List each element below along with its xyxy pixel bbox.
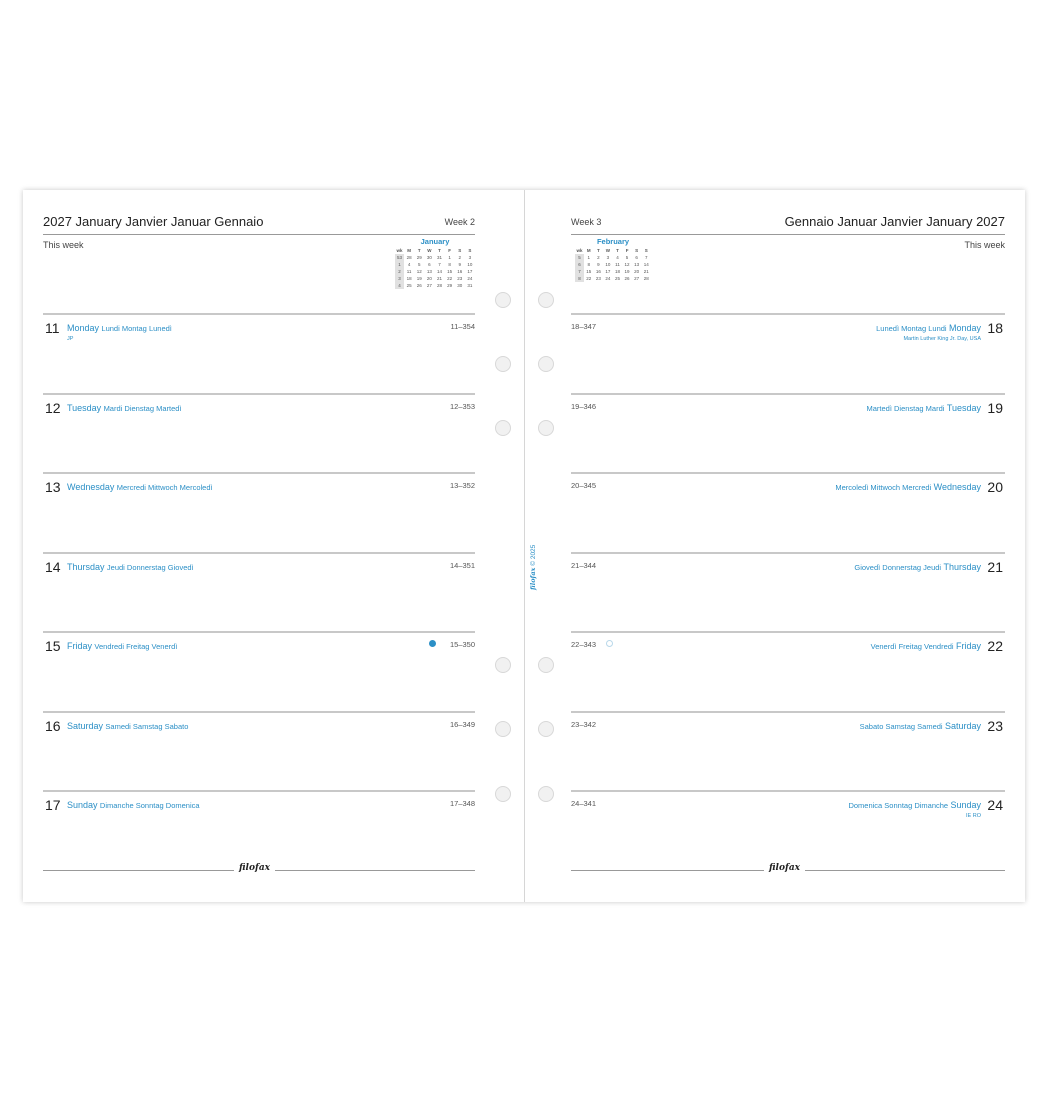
day-name-translations: Mercoledì Mittwoch Mercredi bbox=[835, 483, 932, 492]
mini-calendar-date: 29 bbox=[416, 255, 422, 260]
mini-calendar-header: wk bbox=[576, 248, 583, 253]
left-mini-calendar bbox=[395, 237, 475, 289]
holiday-note: JP bbox=[67, 336, 74, 342]
mini-calendar-date: 19 bbox=[416, 276, 422, 281]
day-name bbox=[67, 403, 182, 413]
day-name-english: Friday bbox=[955, 641, 981, 651]
mini-calendar-date: 29 bbox=[447, 283, 453, 288]
day-name-translations: Samedi Samstag Sabato bbox=[105, 721, 189, 731]
day-number: 24 bbox=[987, 797, 1003, 813]
mini-calendar-date: 15 bbox=[447, 269, 453, 274]
mini-calendar-date: 1 bbox=[448, 255, 451, 260]
day-name-translations: Jeudi Donnerstag Giovedì bbox=[106, 562, 194, 572]
mini-calendar-week-number: 8 bbox=[575, 275, 584, 282]
mini-calendar-month: February bbox=[596, 237, 630, 246]
day-name-translations: Domenica Sonntag Dimanche bbox=[848, 801, 949, 810]
full-moon-icon bbox=[429, 640, 436, 647]
day-row[interactable] bbox=[571, 790, 1005, 872]
mini-calendar-date: 15 bbox=[586, 269, 592, 274]
day-of-year: 24–341 bbox=[571, 799, 597, 808]
mini-calendar-date: 26 bbox=[624, 276, 630, 281]
day-name-english: Thursday bbox=[943, 561, 981, 572]
left-header-rule bbox=[43, 234, 475, 235]
left-this-week: This week bbox=[43, 240, 84, 250]
mini-calendar-date: 2 bbox=[458, 255, 462, 260]
mini-calendar-header: S bbox=[644, 248, 648, 253]
mini-calendar-date: 28 bbox=[406, 255, 412, 260]
mini-calendar-date: 16 bbox=[595, 269, 601, 274]
mini-calendar-header: F bbox=[625, 248, 629, 253]
mini-calendar-date: 26 bbox=[416, 283, 422, 288]
day-number: 15 bbox=[45, 638, 61, 654]
day-of-year: 12–353 bbox=[449, 401, 475, 411]
day-name-english: Tuesday bbox=[67, 402, 102, 413]
day-of-year: 15–350 bbox=[449, 640, 475, 649]
mini-calendar-header: W bbox=[605, 248, 611, 253]
mini-calendar-month: January bbox=[420, 237, 450, 246]
day-row[interactable] bbox=[571, 711, 1005, 793]
day-name bbox=[866, 403, 981, 413]
day-name-english: Friday bbox=[67, 641, 93, 651]
right-page bbox=[571, 190, 1005, 902]
new-moon-icon bbox=[606, 640, 613, 647]
binder-hole bbox=[495, 786, 511, 802]
spine-divider bbox=[524, 190, 525, 902]
mini-calendar-date: 20 bbox=[634, 269, 640, 274]
holiday-note: IE RO bbox=[966, 813, 981, 819]
day-number: 16 bbox=[45, 717, 61, 734]
binder-hole bbox=[495, 657, 511, 673]
mini-calendar-date: 22 bbox=[586, 276, 592, 281]
mini-calendar-grid bbox=[395, 247, 475, 289]
mini-calendar-date: 22 bbox=[447, 276, 453, 281]
day-name-english: Wednesday bbox=[67, 482, 115, 492]
day-of-year: 16–349 bbox=[449, 719, 475, 729]
binder-hole bbox=[495, 356, 511, 372]
day-row[interactable] bbox=[43, 393, 475, 475]
left-week-label: Week 2 bbox=[444, 217, 475, 227]
day-of-year: 17–348 bbox=[449, 799, 475, 808]
day-row[interactable] bbox=[571, 472, 1005, 554]
mini-calendar-date: 28 bbox=[436, 283, 442, 288]
mini-calendar-date: 14 bbox=[436, 269, 442, 274]
mini-calendar-date: 10 bbox=[467, 262, 473, 267]
day-name bbox=[67, 562, 194, 572]
day-name-english: Saturday bbox=[944, 720, 981, 731]
mini-calendar-date: 6 bbox=[428, 262, 431, 267]
mini-calendar-week-number: 3 bbox=[395, 275, 404, 282]
mini-calendar-date: 21 bbox=[436, 276, 442, 281]
day-number: 23 bbox=[987, 717, 1003, 734]
day-row[interactable] bbox=[43, 313, 475, 395]
mini-calendar-date: 25 bbox=[614, 276, 620, 281]
binder-hole bbox=[495, 420, 511, 436]
day-row[interactable] bbox=[43, 790, 475, 872]
mini-calendar-header: W bbox=[427, 248, 432, 253]
day-name-english: Tuesday bbox=[946, 402, 981, 413]
right-footer-logo: filofax bbox=[764, 863, 805, 873]
day-name-english: Monday bbox=[67, 323, 100, 333]
mini-calendar-date: 9 bbox=[597, 262, 600, 267]
mini-calendar-date: 23 bbox=[595, 276, 601, 281]
mini-calendar-date: 27 bbox=[634, 276, 640, 281]
right-month-title: Gennaio Januar Janvier January 2027 bbox=[784, 214, 1005, 229]
mini-calendar-week-number: 53 bbox=[396, 255, 402, 260]
mini-calendar-week-number: 6 bbox=[575, 261, 584, 268]
day-name-english: Wednesday bbox=[933, 482, 981, 492]
day-of-year: 19–346 bbox=[571, 401, 597, 411]
day-number: 21 bbox=[987, 558, 1003, 575]
mini-calendar-date: 17 bbox=[605, 269, 611, 274]
mini-calendar-date: 5 bbox=[417, 262, 421, 267]
mini-calendar-date: 2 bbox=[597, 255, 600, 260]
day-of-year: 18–347 bbox=[571, 322, 597, 331]
left-page bbox=[43, 190, 475, 902]
right-header bbox=[571, 214, 1005, 234]
mini-calendar-week-number: 5 bbox=[575, 254, 584, 261]
mini-calendar-date: 4 bbox=[616, 255, 619, 260]
mini-calendar-date: 27 bbox=[426, 283, 432, 288]
day-name-translations: Giovedì Donnerstag Jeudi bbox=[854, 562, 942, 572]
day-number: 18 bbox=[987, 320, 1003, 336]
day-of-year: 23–342 bbox=[571, 719, 597, 729]
day-name-translations: Martedì Dienstag Mardi bbox=[866, 403, 945, 413]
day-name bbox=[871, 641, 981, 651]
day-row[interactable] bbox=[571, 393, 1005, 475]
day-row[interactable] bbox=[43, 711, 475, 793]
mini-calendar-date: 25 bbox=[406, 283, 412, 288]
diary-spread bbox=[23, 190, 1025, 902]
mini-calendar-date: 7 bbox=[438, 262, 441, 267]
day-name-english: Monday bbox=[948, 323, 981, 333]
mini-calendar-date: 11 bbox=[406, 269, 412, 274]
day-name-translations: Dimanche Sonntag Domenica bbox=[99, 801, 200, 810]
mini-calendar-date: 3 bbox=[468, 255, 472, 260]
mini-calendar-date: 3 bbox=[606, 255, 610, 260]
day-of-year: 22–343 bbox=[571, 640, 597, 649]
day-number: 12 bbox=[45, 399, 61, 416]
mini-calendar-header: S bbox=[458, 248, 462, 253]
mini-calendar-date: 5 bbox=[625, 255, 629, 260]
right-this-week: This week bbox=[964, 240, 1005, 250]
day-name-translations: Vendredi Freitag Venerdì bbox=[94, 642, 178, 651]
day-number: 11 bbox=[45, 320, 60, 336]
day-name-translations: Mardi Dienstag Martedì bbox=[103, 403, 182, 413]
day-name-english: Sunday bbox=[67, 800, 98, 810]
mini-calendar-date: 19 bbox=[624, 269, 630, 274]
day-name bbox=[67, 721, 188, 731]
mini-calendar-date: 12 bbox=[416, 269, 422, 274]
mini-calendar-date: 11 bbox=[615, 262, 620, 267]
day-name bbox=[67, 323, 172, 333]
day-number: 20 bbox=[987, 479, 1003, 495]
day-number: 22 bbox=[987, 638, 1003, 654]
mini-calendar-date: 6 bbox=[635, 255, 638, 260]
mini-calendar-date: 18 bbox=[406, 276, 412, 281]
mini-calendar-week-number: 2 bbox=[395, 268, 404, 275]
mini-calendar-week-number: 1 bbox=[395, 261, 404, 268]
mini-calendar-date: 8 bbox=[587, 262, 591, 267]
mini-calendar-date: 14 bbox=[643, 262, 649, 267]
day-name bbox=[67, 482, 213, 492]
binder-hole bbox=[538, 420, 554, 436]
day-name bbox=[848, 800, 981, 810]
day-name-translations: Lunedì Montag Lundi bbox=[876, 324, 947, 333]
mini-calendar-header: wk bbox=[396, 248, 403, 253]
day-row[interactable] bbox=[571, 313, 1005, 395]
mini-calendar-header: T bbox=[596, 248, 600, 253]
mini-calendar-date: 18 bbox=[614, 269, 620, 274]
day-name bbox=[854, 562, 981, 572]
binder-hole bbox=[538, 657, 554, 673]
mini-calendar-date: 8 bbox=[448, 262, 451, 267]
day-number: 13 bbox=[45, 479, 61, 495]
mini-calendar-date: 20 bbox=[426, 276, 432, 281]
day-name bbox=[67, 800, 200, 810]
day-row[interactable] bbox=[43, 552, 475, 634]
mini-calendar-header: F bbox=[448, 248, 451, 253]
right-header-rule bbox=[571, 234, 1005, 235]
mini-calendar-date: 9 bbox=[458, 262, 462, 267]
day-of-year: 11–354 bbox=[450, 322, 475, 331]
binder-hole bbox=[495, 721, 511, 737]
mini-calendar-date: 31 bbox=[467, 283, 473, 288]
binder-hole bbox=[538, 721, 554, 737]
mini-calendar-date: 10 bbox=[605, 262, 611, 267]
copyright-notice bbox=[529, 545, 537, 590]
right-week-label: Week 3 bbox=[571, 217, 602, 227]
binder-hole bbox=[538, 292, 554, 308]
mini-calendar-header: T bbox=[438, 248, 441, 253]
day-name-english: Thursday bbox=[67, 561, 105, 572]
binder-hole bbox=[495, 292, 511, 308]
day-name-translations: Mercredi Mittwoch Mercoledì bbox=[116, 483, 213, 492]
mini-calendar-date: 30 bbox=[426, 255, 432, 260]
mini-calendar-week-number: 4 bbox=[395, 282, 404, 289]
mini-calendar-date: 13 bbox=[426, 269, 432, 274]
day-of-year: 14–351 bbox=[449, 560, 475, 570]
mini-calendar-header: T bbox=[616, 248, 619, 253]
day-of-year: 13–352 bbox=[449, 481, 475, 490]
copyright-text: © 2025 bbox=[530, 544, 537, 566]
day-name bbox=[876, 323, 981, 333]
day-of-year: 21–344 bbox=[571, 560, 597, 570]
mini-calendar-grid bbox=[575, 247, 651, 282]
mini-calendar-date: 31 bbox=[436, 255, 442, 260]
mini-calendar-header: M bbox=[586, 248, 591, 253]
day-name-english: Sunday bbox=[950, 800, 981, 810]
mini-calendar-date: 13 bbox=[634, 262, 640, 267]
mini-calendar-date: 28 bbox=[643, 276, 649, 281]
mini-calendar-date: 24 bbox=[605, 276, 611, 281]
mini-calendar-header: T bbox=[417, 248, 421, 253]
mini-calendar-date: 21 bbox=[643, 269, 649, 274]
right-mini-calendar bbox=[575, 237, 651, 282]
mini-calendar-date: 17 bbox=[467, 269, 473, 274]
day-name bbox=[67, 641, 177, 651]
day-row[interactable] bbox=[571, 631, 1005, 713]
day-number: 14 bbox=[45, 558, 61, 575]
left-header bbox=[43, 214, 475, 234]
mini-calendar-date: 16 bbox=[457, 269, 463, 274]
day-name-translations: Venerdì Freitag Vendredi bbox=[870, 642, 954, 651]
day-number: 19 bbox=[987, 399, 1003, 416]
mini-calendar-date: 24 bbox=[467, 276, 473, 281]
day-number: 17 bbox=[45, 797, 61, 813]
day-name bbox=[835, 482, 981, 492]
day-of-year: 20–345 bbox=[571, 481, 597, 490]
mini-calendar-date: 12 bbox=[624, 262, 630, 267]
mini-calendar-date: 30 bbox=[457, 283, 463, 288]
mini-calendar-week-number: 7 bbox=[575, 268, 584, 275]
mini-calendar-header: S bbox=[635, 248, 639, 253]
left-footer-logo: filofax bbox=[234, 863, 275, 873]
day-name-translations: Sabato Samstag Samedi bbox=[859, 721, 943, 731]
binder-hole bbox=[538, 356, 554, 372]
day-row[interactable] bbox=[571, 552, 1005, 634]
left-month-title: 2027 January Janvier Januar Gennaio bbox=[43, 214, 264, 229]
holiday-note: Martin Luther King Jr. Day, USA bbox=[903, 336, 981, 342]
mini-calendar-header: M bbox=[407, 248, 411, 253]
mini-calendar-date: 1 bbox=[587, 255, 591, 260]
mini-calendar-date: 4 bbox=[407, 262, 411, 267]
binder-hole bbox=[538, 786, 554, 802]
day-name-english: Saturday bbox=[67, 720, 104, 731]
mini-calendar-date: 7 bbox=[644, 255, 648, 260]
mini-calendar-date: 23 bbox=[457, 276, 463, 281]
day-name-translations: Lundi Montag Lunedì bbox=[101, 324, 172, 333]
day-row[interactable] bbox=[43, 472, 475, 554]
copyright-brand: filofax bbox=[529, 567, 537, 590]
day-name bbox=[860, 721, 981, 731]
mini-calendar-header: S bbox=[468, 248, 472, 253]
day-row[interactable] bbox=[43, 631, 475, 713]
